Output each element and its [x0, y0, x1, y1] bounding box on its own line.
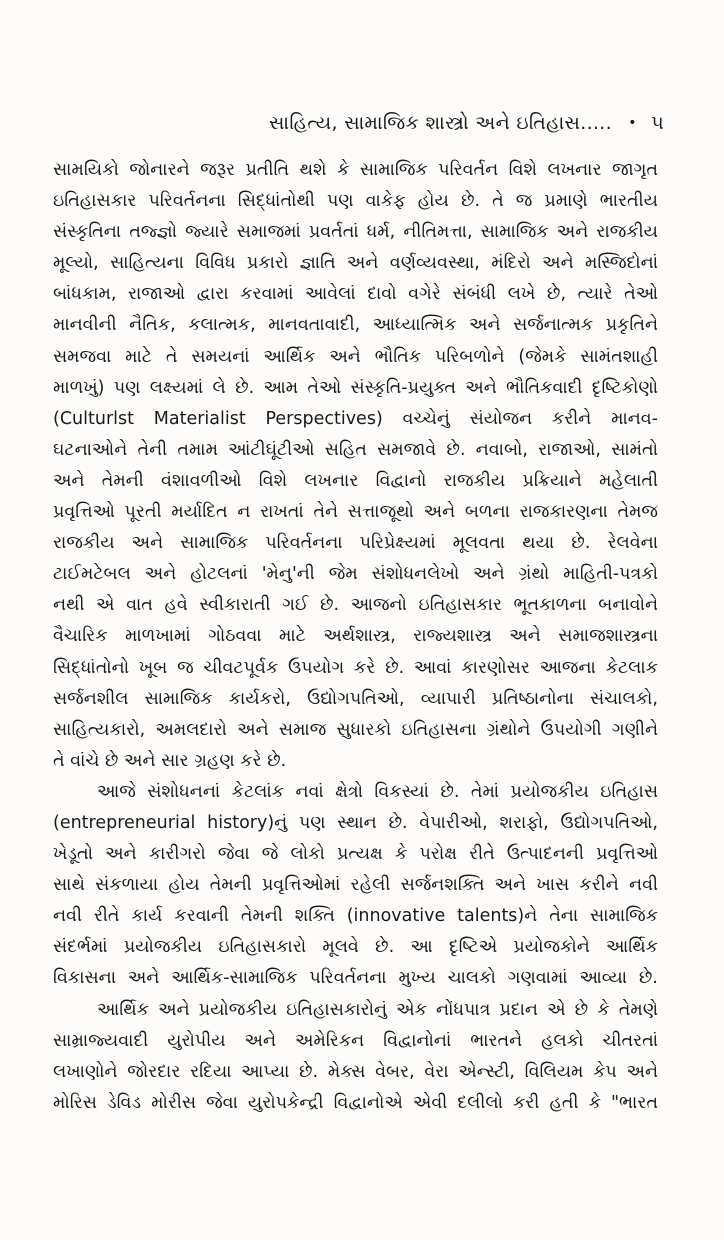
page-number: ૫ — [651, 112, 664, 134]
text-line: નવી રીતે કાર્ય કરવાની તેમની શક્તિ (innovative talents)ને તેના સામાજિક — [53, 906, 658, 927]
running-head-title: સાહિત્ય, સામાજિક શાસ્ત્રો અને ઇતિહાસ..... — [268, 112, 612, 134]
running-head — [269, 112, 664, 134]
text-line: (entrepreneurial history)નું પણ સ્થાન છે. વેપારીઓ, શરાફો, ઉદ્યોગપતિઓ, — [53, 812, 658, 833]
text-line: વૈચારિક માળખામાં ગોઠવવા માટે અર્થશાસ્ત્ર, રાજ્યશાસ્ત્ર અને સમાજશાસ્ત્રના — [53, 626, 658, 647]
text-line: ઘટનાઓને તેની તમામ આંટીઘૂંટીઓ સહિત સમજાવે છે. નવાબો, રાજાઓ, સામંતો — [53, 439, 658, 460]
text-line: નથી એ વાત હવે સ્વીકારાતી ગઈ છે. આજનો ઇતિહાસકાર ભૂતકાળના બનાવોને — [53, 595, 658, 616]
body-text — [53, 155, 658, 1119]
text-line: માળખું) પણ લક્ષ્યમાં લે છે. આમ તેઓ સંસ્કૃતિ-પ્રયુક્ત અને ભૌતિકવાદી દૃષ્ટિકોણો — [53, 377, 658, 398]
text-line: સાથે સંકળાયા હોય તેમની પ્રવૃત્તિઓમાં રહેલી સર્જનશક્તિ અને ખાસ કરીને નવી — [53, 875, 658, 896]
text-line: (Culturlst Materialist Perspectives) વચ્ચેનું સંયોજન કરીને માનવ- — [53, 408, 658, 429]
text-line: ખેડૂતો અને કારીગરો જેવા જે લોકો પ્રત્યક્ષ કે પરોક્ષ રીતે ઉત્પાદનની પ્રવૃત્તિઓ — [53, 844, 658, 865]
text-line: સામ્રાજ્યવાદી યુરોપીય અને અમેરિકન વિદ્વાનોનાં ભારતને હલકો ચીતરતાં — [53, 1030, 658, 1051]
text-line: મોરિસ ડેવિડ મોરીસ જેવા યુરોપકેન્દ્રી વિદ્વાનોએ એવી દલીલો કરી હતી કે "ભારત — [53, 1092, 658, 1113]
paragraph-first-line: આર્થિક અને પ્રયોજકીય ઇતિહાસકારોનું એક નોંધપાત્ર પ્રદાન એ છે કે તેમણે — [97, 999, 658, 1020]
text-line: સાહિત્યકારો, અમલદારો અને સમાજ સુધારકો ઇતિહાસના ગ્રંથોને ઉપયોગી ગણીને — [53, 719, 658, 740]
text-line: સર્જનશીલ સામાજિક કાર્યકરો, ઉદ્યોગપતિઓ, વ્યાપારી પ્રતિષ્ઠાનોના સંચાલકો, — [53, 688, 658, 709]
text-line: સામયિકો જોનારને જરૂર પ્રતીતિ થશે કે સામાજિક પરિવર્તન વિશે લખનાર જાગૃત — [53, 160, 658, 180]
text-line: સિદ્ધાંતોનો ખૂબ જ ચીવટપૂર્વક ઉપયોગ કરે છે. આવાં કારણોસર આજના કેટલાક — [53, 657, 658, 678]
text-line: અને તેમની વંશાવળીઓ વિશે લખનાર વિદ્વાનો રાજકીય પ્રક્રિયાને મહેલાતી — [53, 470, 658, 491]
text-line: માનવીની નૈતિક, કલાત્મક, માનવતાવાદી, આધ્યાત્મિક અને સર્જનાત્મક પ્રકૃતિને — [53, 315, 658, 336]
text-line: સમજવા માટે તે સમયનાં આર્થિક અને ભૌતિક પરિબળોને (જેમકે સામંતશાહી — [53, 346, 658, 367]
text-line: લખાણોને જોરદાર રદિયા આપ્યા છે. મેક્સ વેબર, વેરા એન્સ્ટી, વિલિયમ કેપ અને — [53, 1061, 658, 1082]
paragraph-first-line: આજે સંશોધનનાં કેટલાંક નવાં ક્ષેત્રો વિકસ્યાં છે. તેમાં પ્રયોજકીય ઇતિહાસ — [97, 781, 658, 802]
text-line: સંદર્ભમાં પ્રયોજકીય ઇતિહાસકારો મૂલવે છે. આ દૃષ્ટિએ પ્રયોજકોને આર્થિક — [53, 937, 658, 958]
paragraph-last-line: તે વાંચે છે અને સાર ગ્રહણ કરે છે. — [53, 750, 287, 771]
text-line: ટાઈમટેબલ અને હોટલનાં 'મેનુ'ની જેમ સંશોધનલેખો અને ગ્રંથો માહિતી-પત્રકો — [53, 564, 658, 585]
bullet-icon: • — [628, 115, 637, 131]
text-line: વિકાસના અને આર્થિક-સામાજિક પરિવર્તનના મુખ્ય ચાલકો ગણવામાં આવ્યા છે. — [53, 968, 658, 989]
text-line: ઇતિહાસકાર પરિવર્તનના સિદ્ધાંતોથી પણ વાકેફ હોય છે. તે જ પ્રમાણે ભારતીય — [53, 191, 658, 212]
text-line: મૂલ્યો, સાહિત્યના વિવિધ પ્રકારો જ્ઞાતિ અને વર્ણવ્યવસ્થા, મંદિરો અને મસ્જિદોનાં — [53, 253, 658, 274]
text-line: બાંધકામ, રાજાઓ દ્વારા કરવામાં આવેલાં દાવો વગેરે સંબંધી લખે છે, ત્યારે તેઓ — [53, 284, 658, 305]
text-line: સંસ્કૃતિના તજ્જ્ઞો જ્યારે સમાજમાં પ્રવર્તતાં ધર્મ, નીતિમત્તા, સામાજિક અને રાજકીય — [53, 222, 658, 243]
text-line: પ્રવૃત્તિઓ પૂરતી મર્યાદિત ન રાખતાં તેને સત્તાજૂથો અને બળના રાજકારણના તેમજ — [53, 502, 658, 523]
text-line: રાજકીય અને સામાજિક પરિવર્તનના પરિપ્રેક્ષ્યમાં મૂલવતા થયા છે. રેલવેના — [53, 533, 658, 554]
